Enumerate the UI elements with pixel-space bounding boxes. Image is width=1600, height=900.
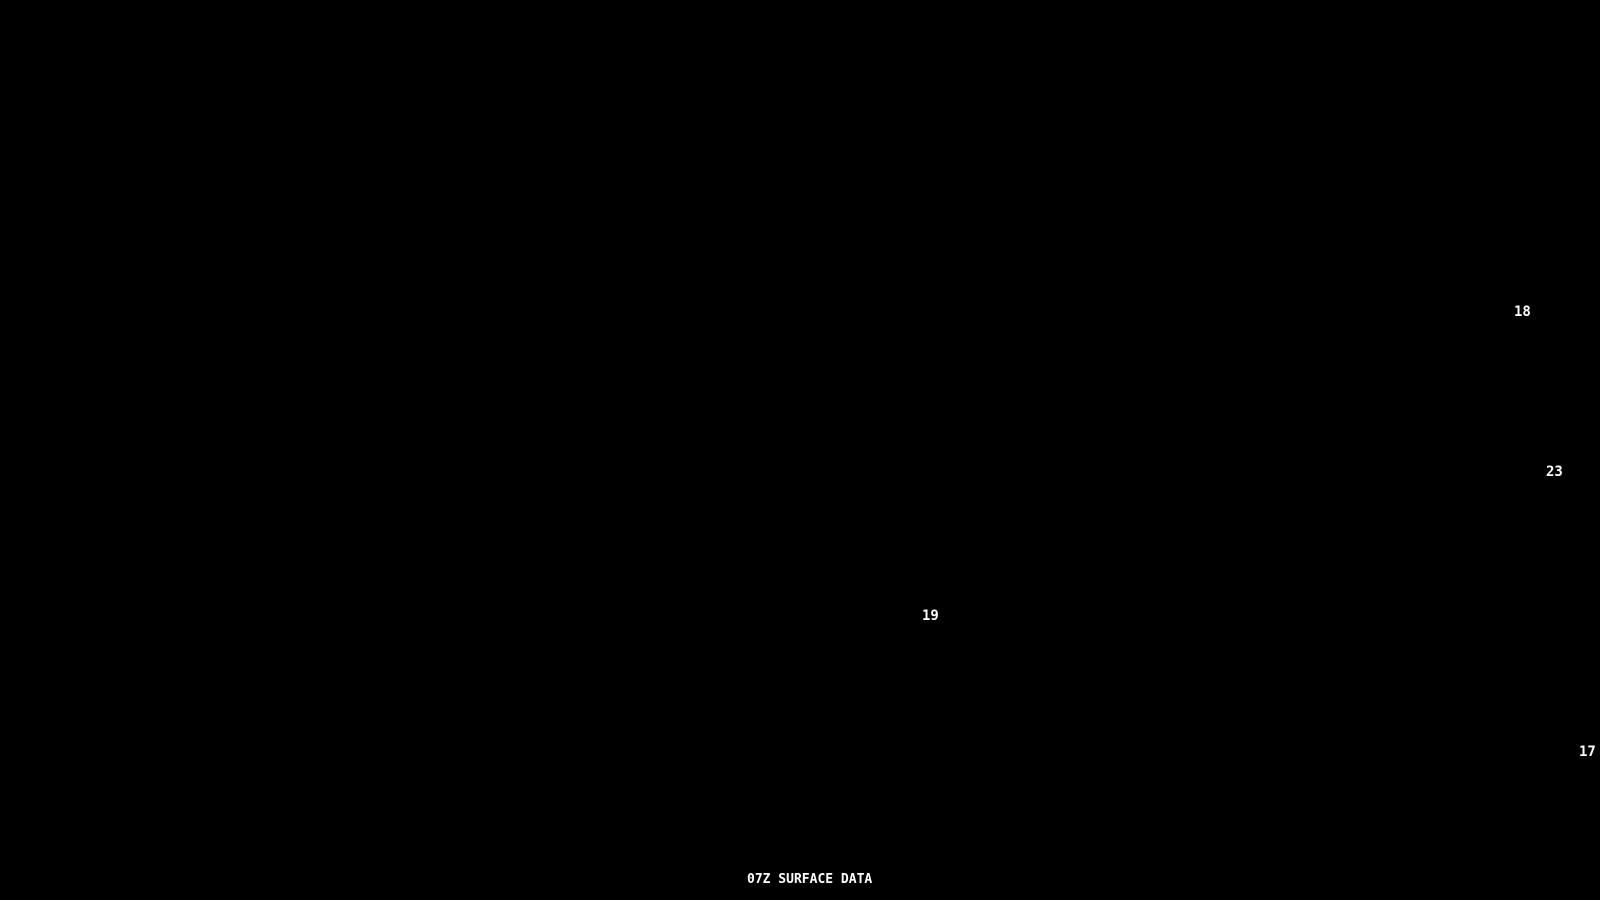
legend-caption: 07Z SURFACE DATA [747,872,873,887]
station-value-label: 19 [922,608,939,624]
station-value-label: 17 [1579,744,1596,760]
station-value-label: 18 [1514,304,1531,320]
station-value-label: 23 [1546,464,1563,480]
